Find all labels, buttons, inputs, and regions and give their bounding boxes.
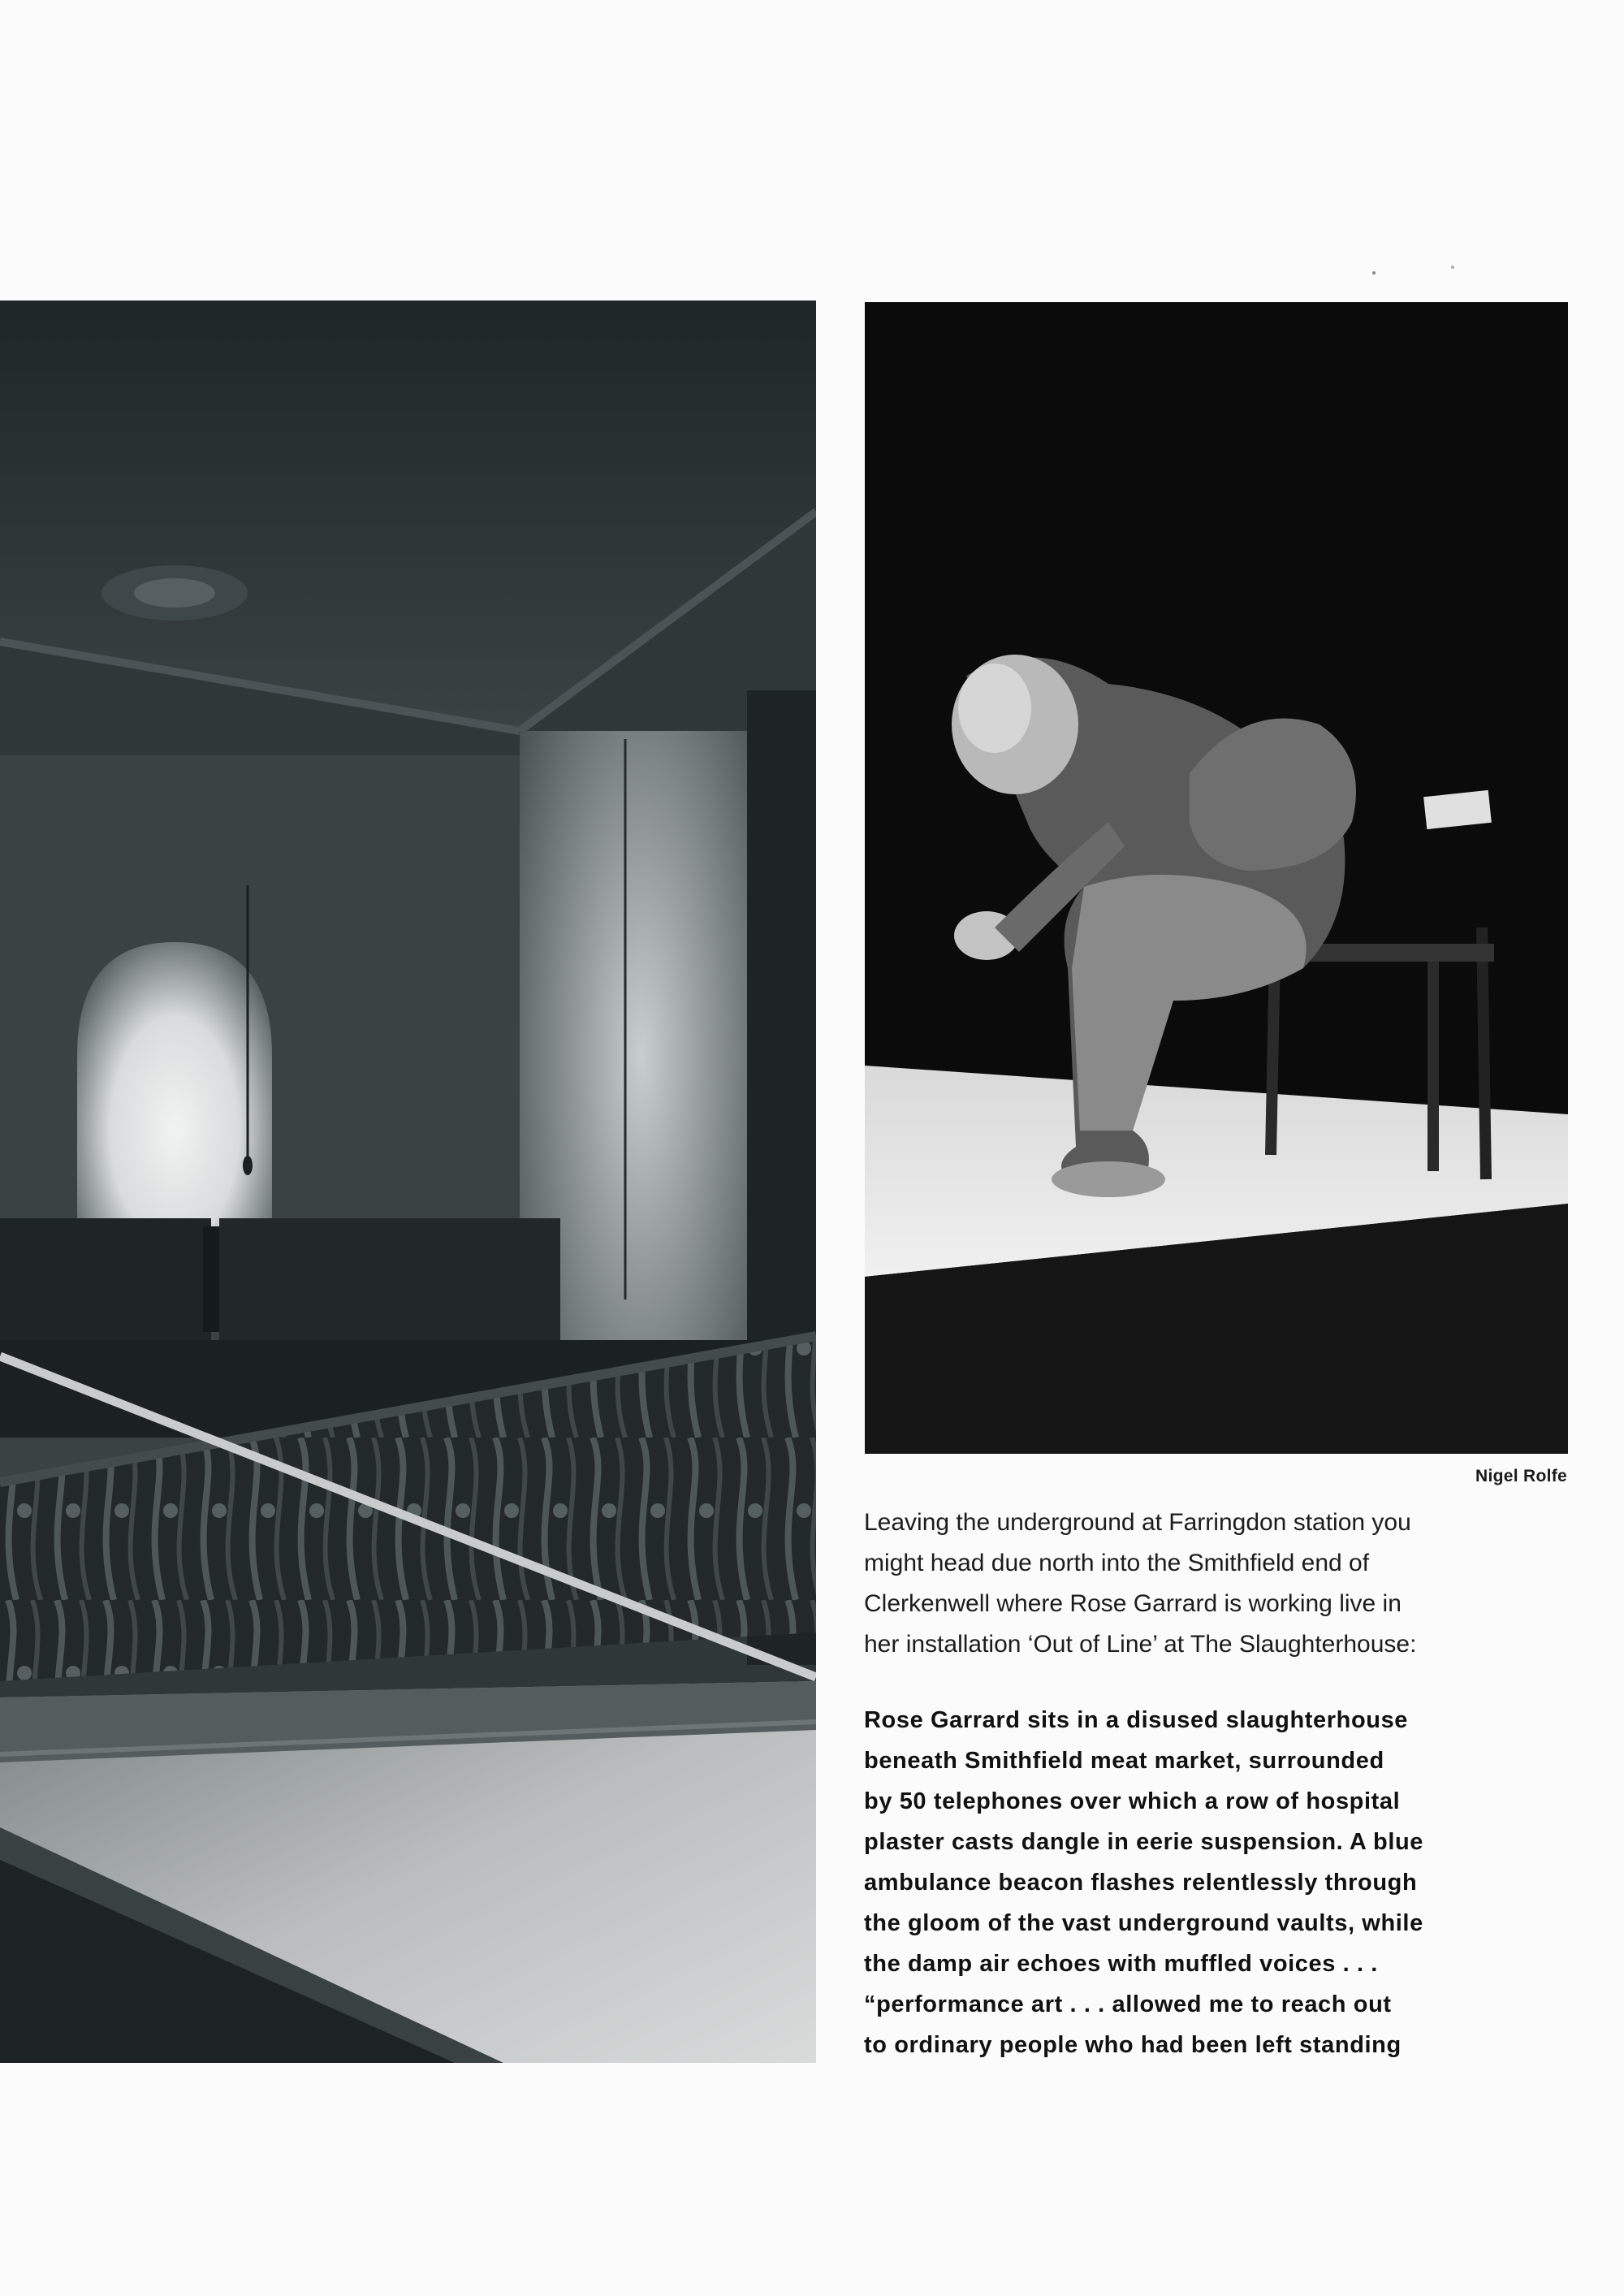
print-speck xyxy=(1451,266,1454,269)
intro-line: might head due north into the Smithfield end of xyxy=(864,1550,1370,1576)
print-speck xyxy=(1372,271,1376,275)
church-interior-photo xyxy=(0,301,816,2063)
intro-line: her installation ‘Out of Line’ at The Slaughterhouse: xyxy=(864,1631,1417,1658)
quote-line: ambulance beacon flashes relentlessly through xyxy=(864,1870,1418,1896)
church-interior-illustration xyxy=(0,301,816,2063)
performer-illustration xyxy=(865,302,1568,1454)
quote-line: beneath Smithfield meat market, surrounded xyxy=(864,1748,1384,1774)
quote-line: the damp air echoes with muffled voices . . . xyxy=(864,1951,1378,1977)
quote-line: “performance art . . . allowed me to reach out xyxy=(864,1991,1392,2017)
intro-paragraph xyxy=(864,1503,1579,1665)
quote-line: by 50 telephones over which a row of hospital xyxy=(864,1788,1401,1814)
photo-credit: Nigel Rolfe xyxy=(1475,1467,1567,1485)
intro-line: Leaving the underground at Farringdon station you xyxy=(864,1509,1411,1536)
quote-line: to ordinary people who had been left standing xyxy=(864,2032,1402,2058)
quote-paragraph xyxy=(864,1700,1579,2065)
quote-line: plaster casts dangle in eerie suspension. A blue xyxy=(864,1829,1424,1855)
quote-line: the gloom of the vast underground vaults, while xyxy=(864,1910,1423,1936)
quote-line: Rose Garrard sits in a disused slaughterhouse xyxy=(864,1707,1409,1733)
intro-line: Clerkenwell where Rose Garrard is working live in xyxy=(864,1590,1402,1617)
seated-performer-photo xyxy=(865,302,1568,1454)
